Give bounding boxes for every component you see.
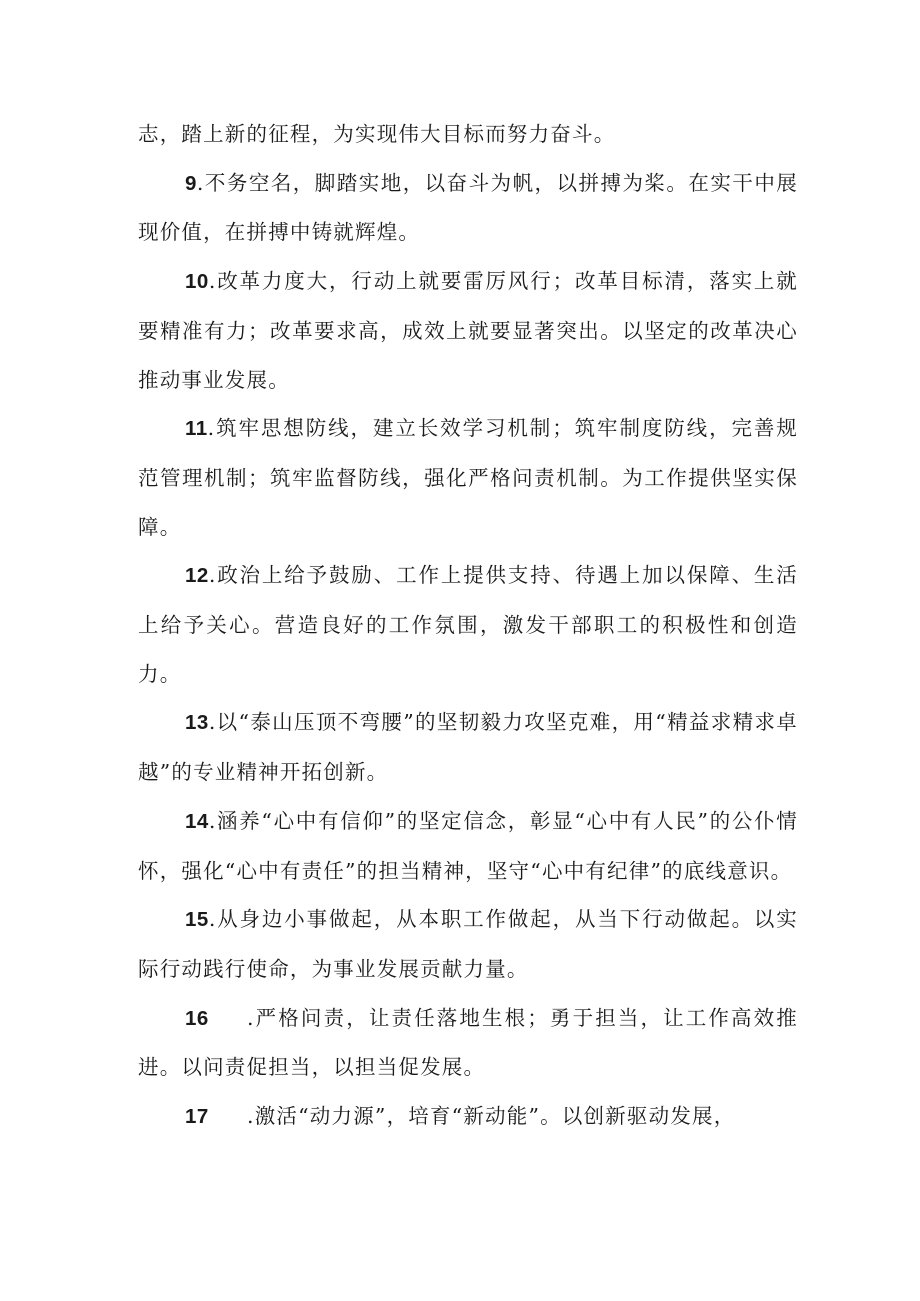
item-number: 13	[185, 711, 209, 735]
item-number: 17	[185, 1105, 209, 1129]
list-item-13	[138, 698, 798, 796]
list-item-16	[138, 994, 798, 1092]
item-text: .涵养“心中有信仰”的坚定信念，彰显“心中有人民”的公仆情怀，强化“心中有责任”的担当精神，坚守“心中有纪律”的底线意识。	[138, 808, 798, 883]
item-number: 16	[185, 1006, 209, 1030]
item-number: 11	[185, 417, 208, 441]
item-text: .筑牢思想防线，建立长效学习机制；筑牢制度防线，完善规范管理机制；筑牢监督防线，强化严格问责机制。为工作提供坚实保障。	[138, 416, 798, 539]
item-number: 12	[185, 564, 209, 588]
list-item-9	[138, 159, 798, 257]
item-number: 14	[185, 809, 209, 833]
paragraph-text: 志，踏上新的征程，为实现伟大目标而努力奋斗。	[138, 122, 616, 146]
item-number: 10	[185, 270, 209, 294]
document-page	[138, 110, 798, 1142]
list-item-10	[138, 257, 798, 404]
item-text: .严格问责，让责任落地生根；勇于担当，让工作高效推进。以问责促担当，以担当促发展。	[138, 1005, 798, 1080]
list-item-15	[138, 895, 798, 993]
list-item-14	[138, 797, 798, 895]
item-text: .以“泰山压顶不弯腰”的坚韧毅力攻坚克难，用“精益求精求卓越”的专业精神开拓创新。	[138, 710, 798, 785]
list-item-11	[138, 404, 798, 551]
item-text: .从身边小事做起，从本职工作做起，从当下行动做起。以实际行动践行使命，为事业发展贡献力量。	[138, 907, 798, 981]
item-text: .改革力度大，行动上就要雷厉风行；改革目标清，落实上就要精准有力；改革要求高，成效上就要显著突出。以坚定的改革决心推动事业发展。	[138, 269, 798, 392]
item-text: .激活“动力源”，培育“新动能”。以创新驱动发展，	[247, 1104, 736, 1129]
item-text: .不务空名，脚踏实地，以奋斗为帆，以拼搏为桨。在实干中展现价值，在拼搏中铸就辉煌。	[138, 170, 798, 245]
item-number: 9	[185, 171, 197, 195]
list-item-17	[138, 1092, 798, 1142]
list-item-12	[138, 551, 798, 698]
item-number: 15	[185, 908, 209, 932]
paragraph-continuation	[138, 110, 798, 159]
item-text: .政治上给予鼓励、工作上提供支持、待遇上加以保障、生活上给予关心。营造良好的工作氛围，激发干部职工的积极性和创造力。	[138, 563, 798, 686]
